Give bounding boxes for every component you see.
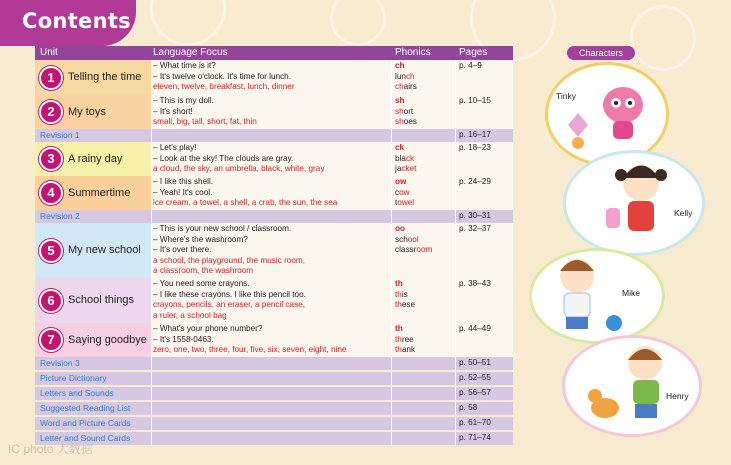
- page-range: p. 16–17: [459, 130, 491, 139]
- phonics-sound: ow: [395, 177, 407, 186]
- mike-illustration: [532, 251, 662, 341]
- phonics-word-part: sch: [395, 234, 408, 244]
- phonics-word: [395, 164, 455, 175]
- kelly-illustration: [566, 153, 702, 253]
- page-range: p. 4–9: [459, 61, 482, 70]
- phonics-sound: th: [395, 324, 403, 333]
- page-range: p. 30–31: [459, 211, 491, 220]
- focus-line: – What time is it?: [153, 61, 216, 70]
- unit-row: [35, 223, 513, 279]
- language-focus: [153, 143, 391, 175]
- section-row: [35, 387, 513, 400]
- character-name-mike: Mike: [622, 288, 640, 298]
- phonics-word: [395, 154, 455, 165]
- phonics-word-part: oes: [403, 117, 417, 127]
- section-label: Letters and Sounds: [40, 388, 114, 398]
- phonics-word-part: airs: [403, 82, 417, 92]
- page-range: p. 71–74: [459, 433, 491, 442]
- phonics-word: [395, 188, 455, 199]
- phonics-sound: ch: [395, 61, 405, 70]
- phonics-word: [395, 335, 455, 346]
- unit-cell: [35, 60, 151, 95]
- unit-row: [35, 176, 513, 211]
- phonics-word-part: cket: [401, 164, 417, 174]
- henry-illustration: [565, 338, 699, 434]
- column-divider: [151, 60, 152, 445]
- phonics-word: [395, 107, 455, 118]
- unit-row: [35, 278, 513, 324]
- phonics-word-part: bla: [395, 153, 406, 163]
- focus-line: – Where's the washroom?: [153, 234, 248, 244]
- unit-name: My new school: [68, 244, 141, 256]
- unit-cell: [35, 142, 151, 176]
- focus-line: – Yeah! It's cool.: [153, 187, 213, 197]
- phonics-word-part: oom: [416, 245, 433, 255]
- phonics: [395, 96, 455, 128]
- unit-name: A rainy day: [68, 152, 123, 165]
- unit-cell: [35, 95, 151, 129]
- phonics-word-part: is: [401, 289, 408, 299]
- page-range: p. 44–49: [459, 324, 491, 333]
- character-name-tinky: Tinky: [556, 91, 576, 101]
- unit-cell: [35, 278, 151, 323]
- watermark: IC photo 大数据: [8, 442, 93, 456]
- section-row: [35, 402, 513, 415]
- unit-cell: [35, 223, 151, 278]
- phonics-word-part: classr: [395, 245, 417, 255]
- section-label: Picture Dictionary: [40, 373, 107, 383]
- unit-cell: [35, 176, 151, 210]
- page-range: p. 50–51: [459, 358, 491, 367]
- header-unit: Unit: [40, 47, 58, 58]
- bg-circle: [330, 0, 386, 46]
- phonics-word-part: ch: [395, 82, 404, 92]
- unit-number-badge: 7: [39, 328, 63, 352]
- phonics-word: [395, 290, 455, 301]
- vocab-line: crayons, pencils, an eraser, a pencil case,: [153, 300, 306, 310]
- phonics-word-part: ja: [395, 164, 402, 174]
- phonics-word: [395, 245, 455, 256]
- unit-name: Saying goodbye: [68, 333, 147, 346]
- phonics: [395, 177, 455, 209]
- column-divider: [455, 60, 456, 445]
- header-phonics: Phonics: [395, 47, 431, 58]
- vocab-line: eleven, twelve, breakfast, lunch, dinner: [153, 82, 295, 92]
- language-focus: [153, 279, 391, 321]
- unit-name: Telling the time: [68, 71, 142, 83]
- phonics-word-part: sh: [395, 106, 404, 116]
- section-label: Revision 2: [40, 211, 80, 221]
- character-oval-mike: [529, 248, 665, 344]
- section-label: Letter and Sound Cards: [40, 433, 131, 443]
- column-divider: [391, 60, 392, 445]
- language-focus: [153, 96, 391, 128]
- unit-row: [35, 60, 513, 96]
- section-row: [35, 210, 513, 223]
- phonics-word-part: th: [395, 289, 402, 299]
- table-header: [35, 46, 513, 60]
- phonics: [395, 279, 455, 311]
- phonics-sound: sh: [395, 96, 405, 105]
- header-pages: Pages: [459, 47, 488, 58]
- phonics-word-part: sh: [395, 117, 404, 127]
- focus-line: – Look at the sky! The clouds are gray.: [153, 153, 294, 163]
- character-name-henry: Henry: [666, 391, 689, 401]
- section-row: [35, 417, 513, 430]
- focus-line: – It's short!: [153, 106, 193, 116]
- phonics-word-part: th: [395, 334, 402, 344]
- section-row: [35, 432, 513, 445]
- phonics-word-part: ck: [405, 153, 415, 163]
- unit-row: [35, 323, 513, 358]
- phonics: [395, 61, 455, 93]
- phonics-word: [395, 72, 455, 83]
- phonics-word-part: lun: [395, 71, 406, 81]
- header-language-focus: Language Focus: [153, 47, 228, 58]
- phonics-word-part: ese: [401, 300, 416, 310]
- phonics-sound: ck: [395, 143, 405, 152]
- phonics-word: [395, 117, 455, 128]
- unit-number-badge: 6: [39, 289, 63, 313]
- phonics: [395, 324, 455, 356]
- phonics-word: [395, 198, 455, 209]
- phonics-word: [395, 345, 455, 356]
- page-range: p. 52–55: [459, 373, 491, 382]
- phonics-word-part: t: [395, 198, 398, 208]
- phonics-word: [395, 235, 455, 246]
- focus-line: – I like these crayons. I like this pencil too.: [153, 289, 306, 299]
- language-focus: [153, 324, 391, 356]
- phonics-word-part: ree: [401, 334, 414, 344]
- unit-row: [35, 95, 513, 130]
- focus-line: – It's twelve o'clock. It's time for lunch.: [153, 71, 292, 81]
- focus-line: – It's 1558-0463.: [153, 334, 214, 344]
- section-row: [35, 129, 513, 142]
- title-tab: [0, 0, 136, 46]
- characters-label: Characters: [567, 46, 635, 60]
- focus-line: – This is my doll.: [153, 96, 214, 105]
- section-label: Revision 3: [40, 358, 80, 368]
- unit-number-badge: 3: [39, 147, 63, 171]
- unit-number-badge: 1: [39, 66, 63, 90]
- unit-row: [35, 142, 513, 177]
- section-label: Word and Picture Cards: [40, 418, 131, 428]
- unit-name: Summertime: [68, 186, 131, 199]
- vocab-line: a school, the playground, the music room,: [153, 255, 306, 265]
- phonics-word-part: ow: [399, 187, 410, 197]
- focus-line: – Let's play!: [153, 143, 197, 152]
- phonics-word-part: c: [395, 187, 400, 197]
- phonics-word: [395, 300, 455, 311]
- page-range: p. 18–23: [459, 143, 491, 152]
- unit-name: School things: [68, 294, 135, 306]
- character-oval-kelly: [563, 150, 705, 256]
- unit-number-badge: 5: [39, 239, 63, 263]
- section-label: Revision 1: [40, 130, 80, 140]
- vocab-line: a classroom, the washroom: [153, 266, 254, 276]
- section-label: Suggested Reading List: [40, 403, 131, 413]
- bg-circle: [150, 0, 226, 46]
- character-oval-henry: [562, 335, 702, 437]
- phonics-word-part: ch: [405, 71, 415, 81]
- vocab-line: ice cream, a towel, a shell, a crab, the sun, the sea: [153, 198, 338, 208]
- page-range: p. 24–29: [459, 177, 491, 186]
- language-focus: [153, 177, 391, 209]
- phonics-word: [395, 82, 455, 93]
- character-name-kelly: Kelly: [674, 208, 693, 218]
- language-focus: [153, 61, 391, 93]
- vocab-line: zero, one, two, three, four, five, six, seven, eight, nine: [153, 345, 347, 355]
- phonics-word-part: ank: [401, 345, 416, 355]
- unit-cell: [35, 323, 151, 357]
- character-oval-tinky: [545, 62, 669, 166]
- phonics-word-part: owel: [397, 198, 415, 208]
- phonics: [395, 224, 455, 256]
- page-range: p. 38–43: [459, 279, 491, 288]
- phonics: [395, 143, 455, 175]
- unit-number-badge: 2: [39, 100, 63, 124]
- section-row: [35, 357, 513, 370]
- page-title: Contents: [22, 9, 131, 33]
- bg-circle: [630, 5, 696, 71]
- phonics-word-part: ort: [403, 106, 414, 116]
- vocab-line: small, big, tall, short, fat, thin: [153, 117, 257, 127]
- page-range: p. 32–37: [459, 224, 491, 233]
- unit-number-badge: 4: [39, 181, 63, 205]
- phonics-word-part: ool: [407, 234, 419, 244]
- unit-name: My toys: [68, 105, 106, 118]
- vocab-line: a cloud, the sky, an umbrella, black, white, gray: [153, 164, 325, 174]
- page-range: p. 10–15: [459, 96, 491, 105]
- focus-line: – This is your new school / classroom.: [153, 224, 292, 233]
- language-focus: [153, 224, 391, 277]
- tinky-illustration: [548, 65, 666, 163]
- page-range: p. 58: [459, 403, 478, 412]
- section-row: [35, 372, 513, 385]
- focus-line: – What's your phone number?: [153, 324, 263, 333]
- phonics-sound: th: [395, 279, 403, 288]
- phonics-word-part: th: [395, 345, 402, 355]
- phonics-sound: oo: [395, 224, 406, 233]
- vocab-line: a ruler, a school bag: [153, 310, 227, 320]
- page-range: p. 61–70: [459, 418, 491, 427]
- focus-line: – I like this shell.: [153, 177, 214, 186]
- focus-line: – You need some crayons.: [153, 279, 250, 288]
- focus-line: – It's over there.: [153, 245, 212, 255]
- phonics-word-part: th: [395, 300, 402, 310]
- page-range: p. 56–57: [459, 388, 491, 397]
